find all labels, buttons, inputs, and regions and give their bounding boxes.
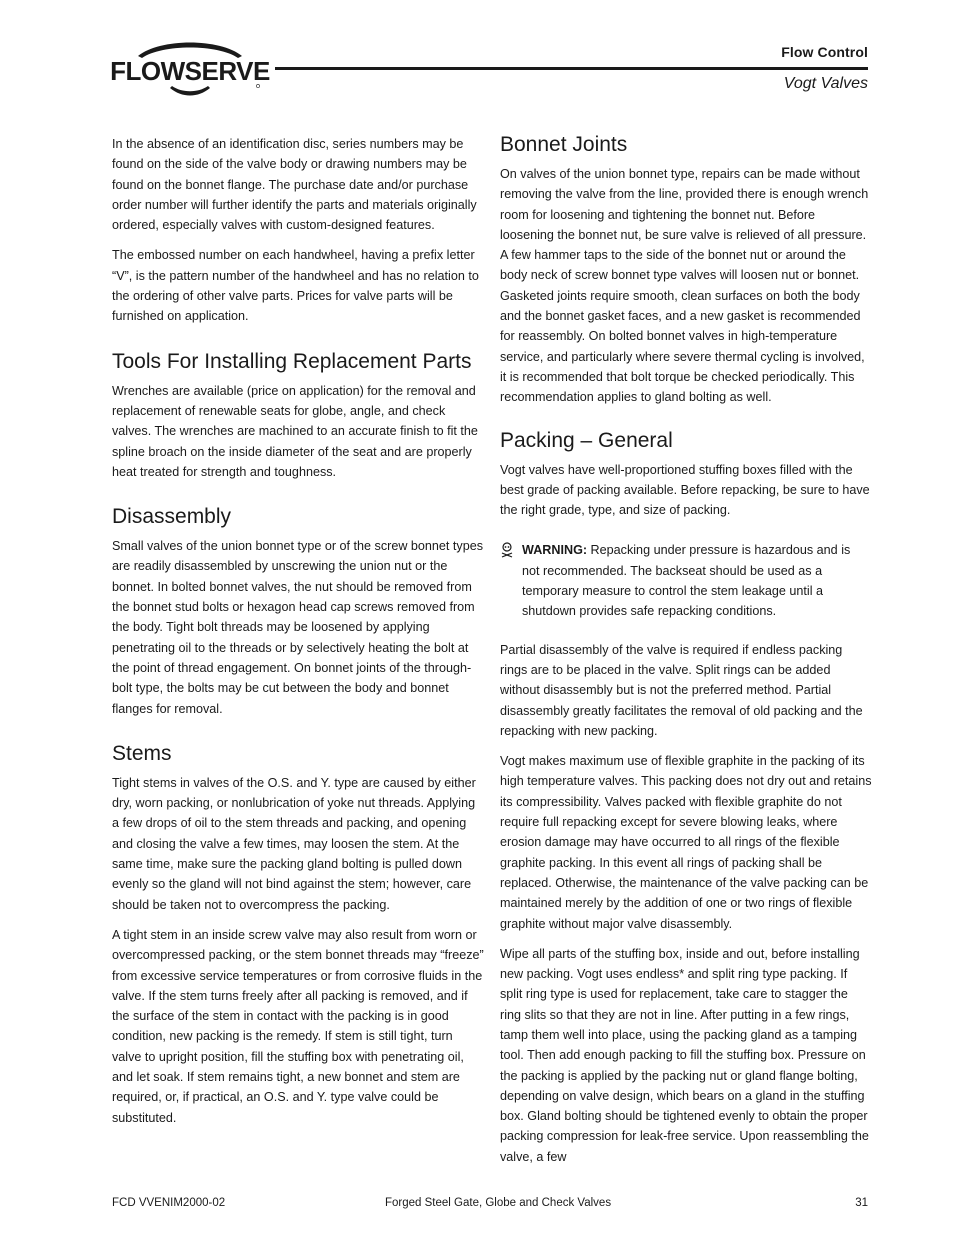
left-column — [112, 134, 484, 1138]
paragraph: A tight stem in an inside screw valve may also result from worn or overcompressed packing, or the stem bonnet threads may “freeze” from excessive service temperatures or from corrosive fluids in the valve. If the stem turns freely after all packing is removed, and if the surface of the stem in contact with the packing is in good condition, new packing is the remedy. If stem is still tight, turn valve to upright position, fill the stuffing box with penetrating oil, and let soak. If stem remains tight, a new bonnet and stem are required, or, if practical, an O.S. and Y. type valve could be substituted. — [112, 927, 484, 1125]
paragraph: Small valves of the union bonnet type or of the screw bonnet types are readily disassembled by unscrewing the union nut or the bonnet. In bolted bonnet valves, the nut should be removed from the bonnet stud bolts or hexagon head cap screws removed from the body. Tight bolt threads may be loosened by applying penetrating oil to the threads or by selectively heating the bolt at the point of thread engagement. On bonnet joints of the through-bolt type, the bolts may be cut between the body and bonnet flanges for removal. — [112, 539, 484, 716]
right-column — [500, 132, 872, 1177]
paragraph: Tight stems in valves of the O.S. and Y. type are caused by either dry, worn packing, or nonlubrication of yoke nut threads. Applying a few drops of oil to the stem threads and packing, and opening and closing the valve a few times, may loosen the stem. At the same time, make sure the packing gland bolting is pulled down evenly so the gland will not bind against the stem; however, care should be taken not to overcompress the packing. — [112, 775, 476, 912]
document-code: FCD VVENIM2000-02 — [112, 1197, 226, 1209]
paragraph: Vogt valves have well-proportioned stuffing boxes filled with the best grade of packing available. Before repacking, be sure to have the right grade, type, and size of packing. — [500, 462, 870, 518]
logo-text: FLOWSERVE — [110, 56, 270, 86]
page-number: 31 — [855, 1197, 868, 1209]
brand-label: Flow Control — [781, 44, 868, 60]
product-line: Vogt Valves — [783, 75, 868, 92]
warning-label: WARNING: — [522, 543, 588, 558]
paragraph: Wrenches are available (price on application) for the removal and replacement of renewable seats for globe, angle, and check valves. The wrenches are machined to an accurate finish to fit the spline broach on the inside diameter of the seat and are properly heat treated for strength and toughness. — [112, 383, 478, 479]
paragraph: In the absence of an identification disc, series numbers may be found on the side of the valve body or drawing numbers may be found on the bonnet flange. The purchase date and/or purchase order number will further identify the parts and materials originally ordered, especially valves with custom-designed features. — [112, 137, 477, 233]
document-title: Forged Steel Gate, Globe and Check Valves — [385, 1197, 612, 1209]
section-heading-disassembly: Disassembly — [112, 505, 232, 529]
skull-crossbones-icon — [500, 542, 514, 558]
section-heading-tools: Tools For Installing Replacement Parts — [112, 349, 472, 373]
header-rule — [275, 67, 868, 70]
paragraph: The embossed number on each handwheel, having a prefix letter “V”, is the pattern number of the handwheel and has no relation to the ordering of other valve parts. Prices for valve parts will be furnished on application. — [112, 248, 479, 324]
page-header — [0, 0, 954, 110]
flowserve-logo — [110, 40, 270, 102]
paragraph: Partial disassembly of the valve is required if endless packing rings are to be placed in the valve. Split rings can be added without disassembly but is not the preferred method. Partial disassembly greatly facilitates the removal of old packing and the repacking with new packing. — [500, 642, 863, 738]
paragraph: Vogt makes maximum use of flexible graphite in the packing of its high temperature valves. This packing does not dry out and retains its compressibility. Valves packed with flexible graphite do not require full repacking except for severe blowing leaks, where erosion damage may have occurred to all rings of the flexible graphite packing. In this event all rings of packing shall be replaced. Otherwise, the maintenance of the valve packing can be maintained merely by the addition of one or two rings of flexible graphite without major valve disassembly. — [500, 754, 872, 931]
warning-callout — [500, 540, 852, 621]
warning-text: Repacking under pressure is hazardous and is not recommended. The backseat should be used as a temporary measure to control the stem leakage until a shutdown provides safe repacking conditions. — [522, 543, 851, 619]
section-heading-bonnet-joints: Bonnet Joints — [500, 133, 628, 156]
section-heading-stems: Stems — [112, 741, 172, 765]
paragraph: Wipe all parts of the stuffing box, inside and out, before installing new packing. Vogt uses endless* and split ring type packing. If split ring type is used for replacement, take care to stagger the ring slits so that they are not in line. After putting in a few rings, tamp them well into place, using the packing gland as a tamping tool. Then add enough packing to fill the stuffing box. Pressure on the packing is applied by the packing nut or gland flange bolting, depending on valve design, which bears on a gland in the stuffing box. Gland bolting should be tightened evenly to obtain the proper packing compression for leak-free service. Upon reassembling the valve, a few — [500, 946, 869, 1164]
paragraph: On valves of the union bonnet type, repairs can be made without removing the valve from the line, provided there is enough wrench room for loosening and tightening the bonnet nut. Before loosening the bonnet nut, be sure valve is relieved of all pressure. A few hammer taps to the side of the bonnet nut or around the body neck of screw bonnet type valves will loosen nut or bonnet. Gasketed joints require smooth, clean surfaces on both the body and the bonnet gasket faces, and a new gasket is recommended for reassembly. On bolted bonnet valves in high-temperature service, and particularly where severe thermal cycling is involved, it is recommended that bolt torque be checked periodically. This recommendation applies to gland bolting as well. — [500, 167, 869, 405]
section-heading-packing: Packing – General — [500, 428, 673, 452]
